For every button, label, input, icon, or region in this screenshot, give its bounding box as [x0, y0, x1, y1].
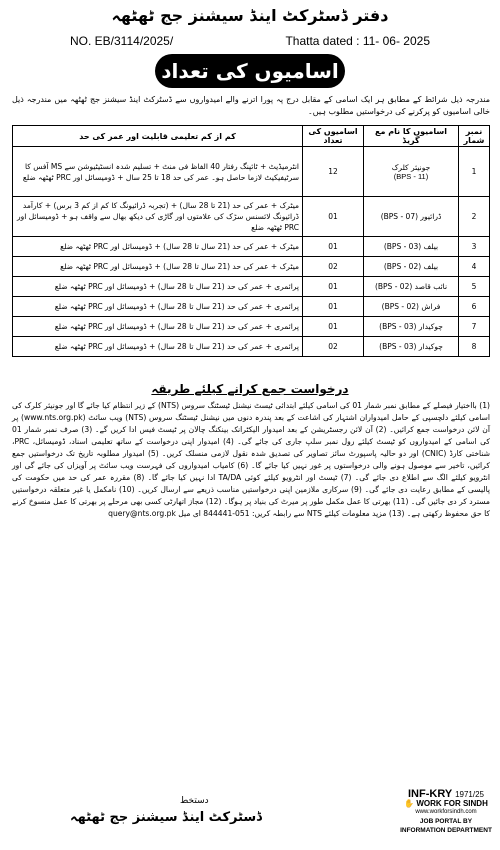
office-title: دفتر ڈسٹرکٹ اینڈ سیشنز جج ٹھٹھہ [111, 6, 389, 25]
posts-table [12, 125, 490, 357]
header-count: اسامیوں کی تعداد [303, 126, 364, 147]
row-serial: 5 [459, 277, 490, 297]
footer-badge [398, 790, 494, 835]
row-post: چوکیدار (BPS - 03) [364, 337, 459, 357]
row-count: 01 [303, 317, 364, 337]
table-row [13, 297, 490, 317]
table-row [13, 147, 490, 197]
signature-office: ڈسٹرکٹ اینڈ سیشنز جج ٹھٹھہ [70, 810, 262, 825]
table-row [13, 337, 490, 357]
table-row [13, 317, 490, 337]
table-row [13, 257, 490, 277]
table-header-row [13, 126, 490, 147]
row-criteria: میٹرک + عمر کی حد (21 تا 28 سال) + (تجربہ ڈرائیونگ کا کم از کم 3 برس) + کارآمد ڈرائیونگ لائسنس سڑک کی علامتوں اور گاڑی کی دیکھ بھال سے واقف ہو + ڈومیسائل اور PRC ٹھٹھہ ضلع [13, 197, 303, 237]
reference-number: NO. EB/3114/2025/ [70, 34, 174, 48]
row-post-name: جونیئر کلرک [391, 162, 431, 172]
row-count: 01 [303, 297, 364, 317]
table-row [13, 277, 490, 297]
row-post: بیلف (BPS - 02) [364, 257, 459, 277]
issue-date: Thatta dated : 11- 06- 2025 [285, 34, 430, 48]
row-criteria: پرائمری + عمر کی حد (21 سال تا 28 سال) + ڈومیسائل اور PRC ٹھٹھہ ضلع [13, 297, 303, 317]
row-serial: 6 [459, 297, 490, 317]
row-post: چوکیدار (BPS - 03) [364, 317, 459, 337]
header-criteria: کم از کم تعلیمی قابلیت اور عمر کی حد [13, 126, 303, 147]
logo-text: WORK FOR SINDH [416, 799, 488, 808]
inf-code [398, 790, 494, 799]
table-row [13, 197, 490, 237]
application-method-heading: درخواست جمع کرانے کیلئے طریقہ [151, 382, 349, 396]
row-count: 01 [303, 237, 364, 257]
row-criteria: میٹرک + عمر کی حد (21 سال تا 28 سال) + ڈومیسائل اور PRC ٹھٹھہ ضلع [13, 257, 303, 277]
inf-code-prefix: INF-KRY [408, 788, 452, 800]
reference-row [70, 34, 430, 48]
header-serial: نمبر شمار [459, 126, 490, 147]
row-post: بیلف (BPS - 03) [364, 237, 459, 257]
row-serial: 2 [459, 197, 490, 237]
signature-label: دستخط [180, 796, 209, 806]
row-serial: 1 [459, 147, 490, 197]
row-post [364, 147, 459, 197]
application-method-text: (1) بااختیار فیصلے کے مطابق نمبر شمار 01 کی اسامی کیلئے ابتدائی ٹیسٹ نیشنل ٹیسٹنگ سروس (NTS) کے زیر انتظام کیا جائے گا اور جونیئر کلرک کی اسامی کیلئے دلچسپی کے حامل امیدواران اشتہار کی اشاعت کے بعد پندرہ دنوں میں نیشنل ٹیسٹنگ سروس (NTS) ویب سائٹ (www.nts.org.pk) پر آن لائن درخواست جمع کرائیں۔ (2) آن لائن رجسٹریشن کے بعد امیدوار الیکٹرانک بینکنگ چالان پر ٹیسٹ فیس ادا کریں گے۔ (3) صرف نمبر شمار 01 کی اسامی کے امیدواروں کو ٹیسٹ کیلئے رول نمبر سلپ جاری کی جائے گی۔ (4) امیدوار اپنی درخواست کے ساتھ تعلیمی اسناد، ڈومیسائل، PRC، شناختی کارڈ (CNIC) اور دو حالیہ پاسپورٹ سائز تصاویر کی تصدیق شدہ نقول لازمی منسلک کریں۔ (5) امیدوار مطلوبہ تاریخ تک درخواستیں جمع کرائیں، تاخیر سے موصول ہونے والی درخواستوں پر غور نہیں کیا جائے گا۔ (6) کامیاب امیدواروں کی فہرست ویب سائٹ پر آویزاں کی جائے گی اور انٹرویو کیلئے الگ سے اطلاع دی جائے گی۔ (7) ٹیسٹ اور انٹرویو کیلئے کوئی TA/DA ادا نہیں کیا جائے گا۔ (8) مقررہ عمر کی حد میں حکومت کی پالیسی کے مطابق رعایت دی جائے گی۔ (9) سرکاری ملازمین اپنی درخواستیں مناسب ذریعے سے ارسال کریں۔ (10) نامکمل یا غیر متعلقہ درخواستیں مسترد کر دی جائیں گی۔ (11) بھرتی کا عمل مکمل طور پر میرٹ کی بنیاد پر ہوگا۔ (12) مجاز اتھارٹی کسی بھی مرحلے پر بھرتی کا عمل منسوخ کرنے کا حق محفوظ رکھتی ہے۔ (13) مزید معلومات کیلئے NTS سے رابطہ کریں: 051-844441 ای میل query@nts.org.pk [12, 401, 491, 518]
row-post: ڈرائیور (BPS - 07) [364, 197, 459, 237]
row-serial: 7 [459, 317, 490, 337]
row-count: 02 [303, 257, 364, 277]
hand-icon: ✋ [404, 799, 415, 808]
row-serial: 4 [459, 257, 490, 277]
portal-line-1: JOB PORTAL BY [419, 818, 473, 825]
row-count: 02 [303, 337, 364, 357]
row-post: نائب قاصد (BPS - 02) [364, 277, 459, 297]
row-criteria: پرائمری + عمر کی حد (21 سال تا 28 سال) + ڈومیسائل اور PRC ٹھٹھہ ضلع [13, 277, 303, 297]
row-criteria: پرائمری + عمر کی حد (21 سال تا 28 سال) + ڈومیسائل اور PRC ٹھٹھہ ضلع [13, 317, 303, 337]
header-post: اسامیوں کا نام مع گریڈ [364, 126, 459, 147]
intro-paragraph: مندرجہ ذیل شرائط کے مطابق ہر ایک اسامی کے مقابل درج پہ پورا اترنے والے امیدواروں سے ڈسٹرکٹ اینڈ سیشنز جج ٹھٹھہ میں مندرجہ ذیل خالی اسامیوں کو پرکرنے کی درخواستیں مطلوب ہیں۔ [12, 95, 490, 116]
row-count: 01 [303, 277, 364, 297]
row-post-grade: (BPS - 11) [393, 171, 429, 181]
row-criteria: انٹرمیڈیٹ + ٹائپنگ رفتار 40 الفاظ فی منٹ + تسلیم شدہ انسٹیٹیوشن سے MS آفس کا سرٹیفیکیٹ لازما حاصل ہو۔ عمر کی حد 18 تا 25 سال + ڈومیسائل اور PRC ٹھٹھہ ضلع [13, 147, 303, 197]
row-criteria: میٹرک + عمر کی حد (21 سال تا 28 سال) + ڈومیسائل اور PRC ٹھٹھہ ضلع [13, 237, 303, 257]
row-count: 12 [303, 147, 364, 197]
work-for-sindh-logo [398, 799, 494, 808]
logo-url: www.workforsindh.com [415, 809, 477, 815]
portal-line-2: INFORMATION DEPARTMENT [400, 827, 492, 834]
row-serial: 8 [459, 337, 490, 357]
row-serial: 3 [459, 237, 490, 257]
row-count: 01 [303, 197, 364, 237]
posts-banner: اسامیوں کی تعداد [155, 54, 345, 88]
row-criteria: پرائمری + عمر کی حد (21 سال تا 28 سال) + ڈومیسائل اور PRC ٹھٹھہ ضلع [13, 337, 303, 357]
table-row [13, 237, 490, 257]
row-post: فراش (BPS - 02) [364, 297, 459, 317]
inf-code-number: 1971/25 [455, 790, 484, 799]
